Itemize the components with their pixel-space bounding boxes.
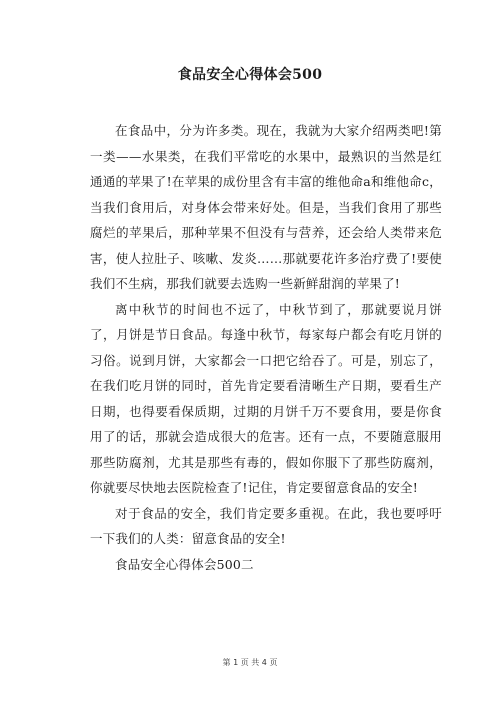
paragraph-subtitle: 食品安全心得体会500二: [115, 556, 254, 572]
page-number-footer: 第 1 页 共 4 页: [222, 658, 278, 667]
document-title: 食品安全心得体会500: [177, 67, 323, 83]
paragraph-mooncake: 离中秋节的时间也不远了，中秋节到了，那就要说月饼了，月饼是节日食品。每逢中秋节，每家每户都会有吃月饼的习俗。说到月饼，大家都会一口把它给吞了。可是，别忘了，在我们吃月饼的同时，首先肯定要看清晰生产日期，要看生产日期，也得要看保质期，过期的月饼千万不要食用，要是你食用了的话，那就会造成很大的危害。还有一点，不要随意服用那些防腐剂，尤其是那些有毒的，假如你服下了那些防腐剂，你就要尽快地去医院检查了!记住，肯定要留意食品的安全!: [90, 301, 442, 495]
document-body: [90, 118, 442, 577]
paragraph-appeal: 对于食品的安全，我们肯定要多重视。在此，我也要呼吁一下我们的人类：留意食品的安全!: [90, 505, 442, 546]
paragraph-fruit: 在食品中，分为许多类。现在，我就为大家介绍两类吧!第一类——水果类，在我们平常吃的水果中，最熟识的当然是红通通的苹果了!在苹果的成份里含有丰富的维他命a和维他命c，当我们食用后，对身体会带来好处。但是，当我们食用了那些腐烂的苹果后，那种苹果不但没有与营养，还会给人类带来危害，使人拉肚子、咳嗽、发炎……那就要花许多治疗费了!要使我们不生病，那我们就要去选购一些新鲜甜润的苹果了!: [90, 123, 442, 291]
